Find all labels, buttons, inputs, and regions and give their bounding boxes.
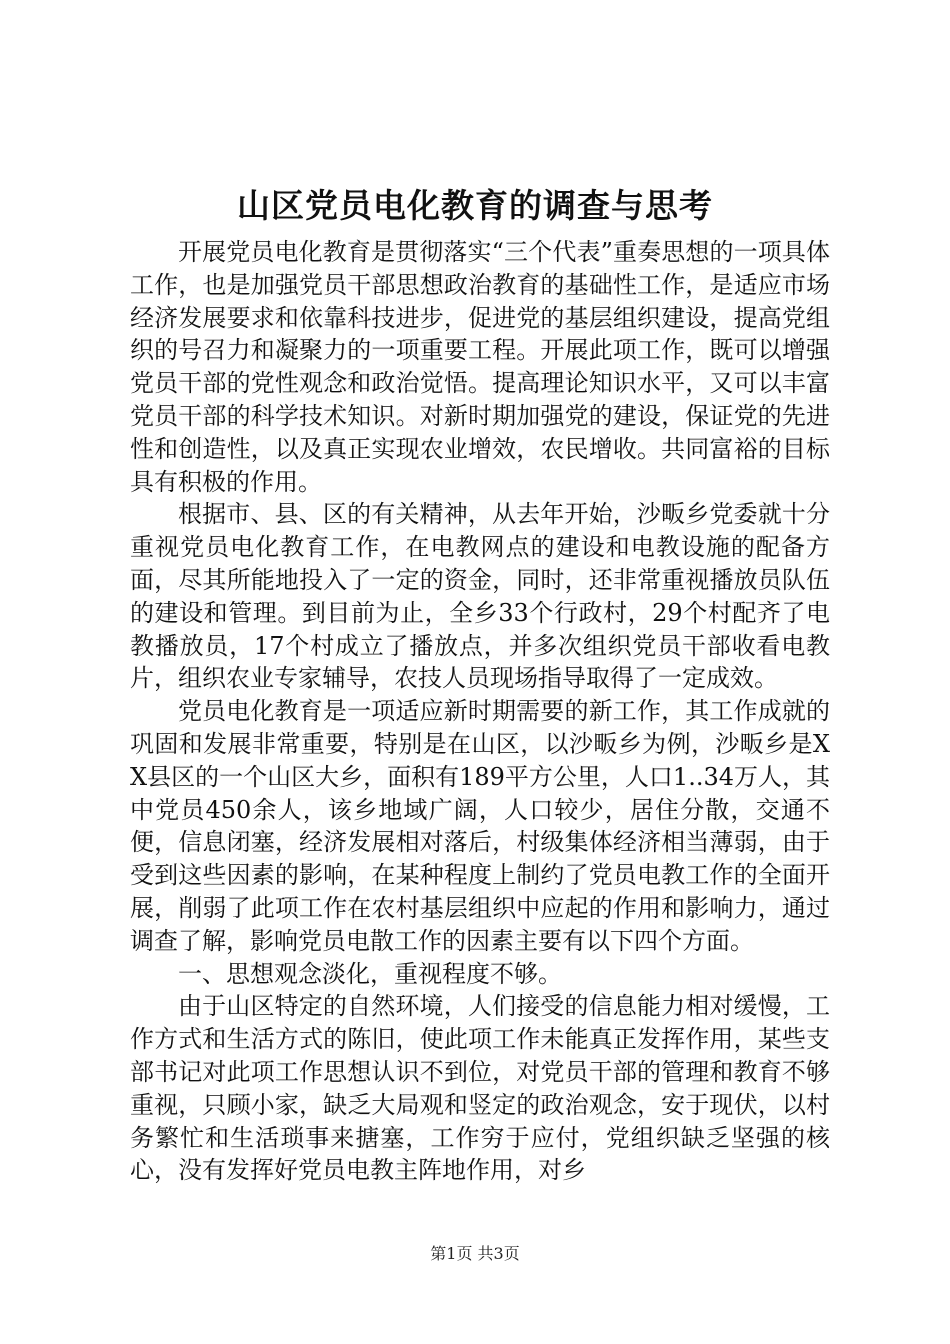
paragraph-section-1: 由于山区特定的自然环境，人们接受的信息能力相对缓慢，工作方式和生活方式的陈旧，使此项工作未能真正发挥作用，某些支部书记对此项工作思想认识不到位，对党员干部的管理和教育不够重视，只顾小家，缺乏大局观和竖定的政治观念，安于现伏，以村务繁忙和生活琐事来搪塞，工作穷于应付，党组织缺乏坚强的核心，没有发挥好党员电教主阵地作用，对乡 (130, 992, 830, 1185)
document-title: 山区党员电化教育的调查与思考 (237, 186, 713, 225)
section-heading-1: 一、思想观念淡化，重视程度不够。 (178, 959, 562, 988)
document-body (130, 236, 830, 1187)
paragraph-intro: 开展党员电化教育是贯彻落实“三个代表”重奏思想的一项具体工作，也是加强党员干部思想政治教育的基础性工作，是适应市场经济发展要求和依靠科技进步，促进党的基层组织建设，提高党组织的号召力和凝聚力的一项重要工程。开展此项工作，既可以增强党员干部的党性观念和政治觉悟。提高理论知识水平，又可以丰富党员干部的科学技术知识。对新时期加强党的建设，保证党的先进性和创造性，以及真正实现农业增效，农民增收。共同富裕的目标具有积极的作用。 (130, 238, 830, 496)
paragraph-analysis: 党员电化教育是一项适应新时期需要的新工作，其工作成就的巩固和发展非常重要，特别是在山区，以沙畈乡为例，沙畈乡是XX县区的一个山区大乡，面积有189平方公里，人口1..34万人，其中党员450余人，该乡地域广阔，人口较少，居住分散，交通不便，信息闭塞，经济发展相对落后，村级集体经济相当薄弱，由于受到这些因素的影响，在某种程度上制约了党员电教工作的全面开展，削弱了此项工作在农村基层组织中应起的作用和影响力，通过调查了解，影响党员电散工作的因素主要有以下四个方面。 (130, 697, 830, 955)
paragraph-background: 根据市、县、区的有关精神，从去年开始，沙畈乡党委就十分重视党员电化教育工作，在电教网点的建设和电教设施的配备方面，尽其所能地投入了一定的资金，同时，还非常重视播放员队伍的建设和管理。到目前为止，全乡33个行政村，29个村配齐了电教播放员，17个村成立了播放点，并多次组织党员干部收看电教片，组织农业专家辅导，农技人员现场指导取得了一定成效。 (130, 500, 830, 693)
page-footer: 第1页 共3页 (430, 1244, 520, 1263)
